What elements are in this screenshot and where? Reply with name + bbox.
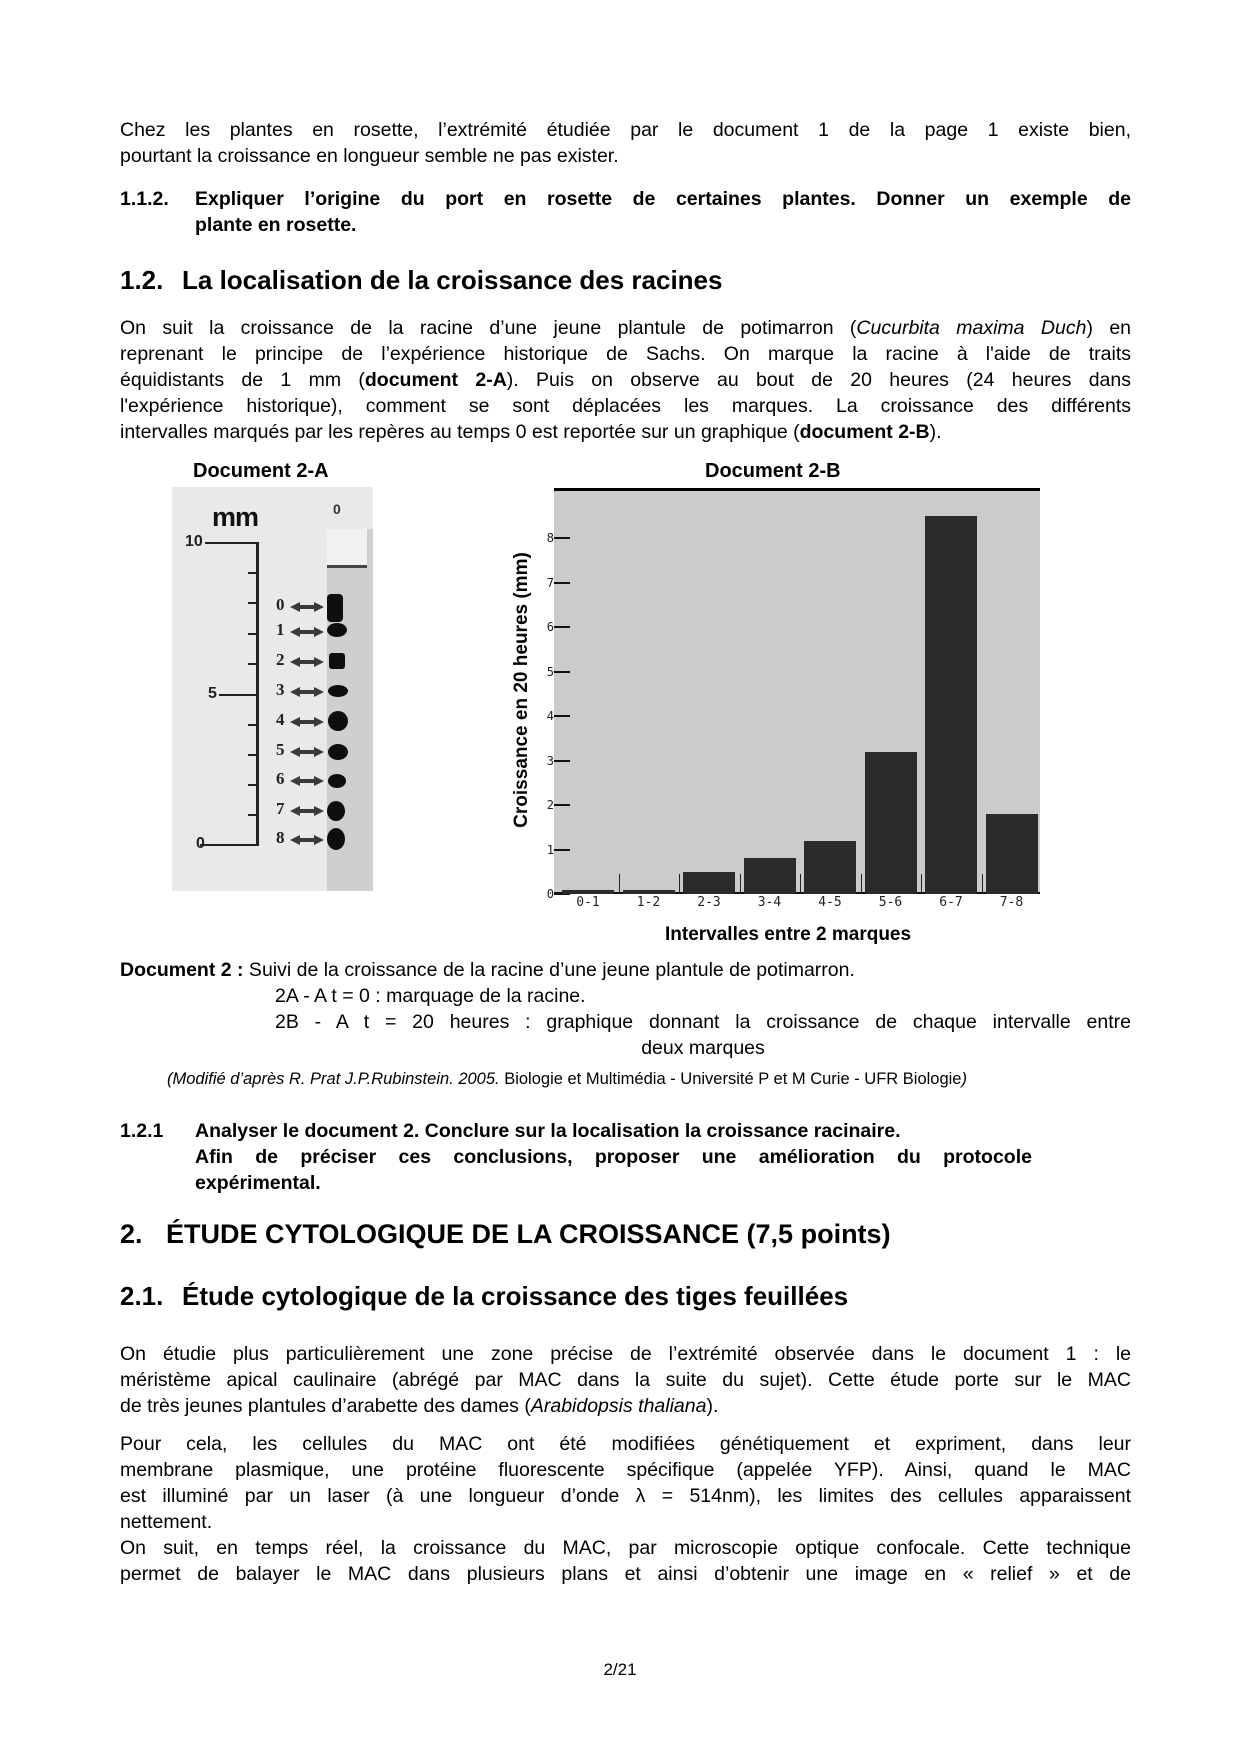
x-tick bbox=[861, 874, 862, 894]
y-tick bbox=[554, 537, 570, 539]
y-tick-label: 6 bbox=[546, 620, 554, 634]
x-tick bbox=[800, 874, 801, 894]
caption-label: Document 2 : bbox=[120, 959, 244, 981]
mark-label: 0 bbox=[276, 595, 285, 614]
question-number: 1.2.1 bbox=[120, 1120, 164, 1142]
text-line: de très jeunes plantules d’arabette des dames (Arabidopsis thaliana). bbox=[120, 1395, 719, 1417]
y-tick-label: 7 bbox=[546, 575, 554, 590]
paragraph-1-2 bbox=[120, 315, 1131, 445]
text-line: On étudie plus particulièrement une zone précise de l’extrémité observée dans le document 1 : le bbox=[120, 1343, 1131, 1365]
document-2-caption bbox=[120, 957, 1131, 983]
question-1-1-2 bbox=[120, 186, 1131, 238]
mark-label: 3 bbox=[276, 680, 285, 699]
mark-label: 8 bbox=[276, 828, 285, 847]
section-title: Étude cytologique de la croissance des tiges feuillées bbox=[182, 1281, 849, 1311]
paragraph-2-1-a bbox=[120, 1341, 1131, 1419]
section-heading-1-2 bbox=[120, 264, 722, 296]
text-line: méristème apical caulinaire (abrégé par MAC dans la suite du sujet). Cette étude porte sur le MAC bbox=[120, 1369, 1131, 1391]
mark-label: 1 bbox=[276, 620, 285, 639]
section-title: ÉTUDE CYTOLOGIQUE DE LA CROISSANCE (7,5 points) bbox=[166, 1219, 891, 1249]
section-number: 2.1. bbox=[120, 1281, 164, 1311]
mark-label: 7 bbox=[276, 799, 285, 818]
caption-2b-cont: deux marques bbox=[641, 1037, 765, 1059]
section-heading-2 bbox=[120, 1217, 891, 1251]
y-tick-label: 4 bbox=[546, 709, 554, 723]
x-tick-label: 7-8 bbox=[999, 895, 1024, 910]
text-line: pourtant la croissance en longueur semble ne pas exister. bbox=[120, 145, 619, 167]
paragraph-2-1-b bbox=[120, 1431, 1131, 1587]
y-tick bbox=[554, 715, 570, 717]
strip-top-label: 0 bbox=[333, 501, 341, 517]
x-tick bbox=[679, 874, 680, 894]
text-line: membrane plasmique, une protéine fluorescente spécifique (appelée YFP). Ainsi, quand le MAC bbox=[120, 1459, 1131, 1481]
bar-4-5 bbox=[804, 841, 856, 894]
text-line: permet de balayer le MAC dans plusieurs plans et ainsi d’obtenir une image en « relief » et de bbox=[120, 1563, 1131, 1585]
section-heading-2-1 bbox=[120, 1280, 848, 1312]
text-line: Pour cela, les cellules du MAC ont été modifiées génétiquement et expriment, dans leur bbox=[120, 1433, 1131, 1455]
intro-paragraph bbox=[120, 117, 1131, 169]
y-tick-label: 1 bbox=[546, 842, 554, 857]
y-tick bbox=[554, 582, 570, 584]
species-name: Cucurbita maxima Duch bbox=[856, 317, 1087, 339]
text-line: nettement. bbox=[120, 1511, 213, 1533]
question-line: Afin de préciser ces conclusions, proposer une amélioration du protocole bbox=[195, 1146, 1032, 1168]
question-line: Analyser le document 2. Conclure sur la localisation la croissance racinaire. bbox=[195, 1120, 901, 1142]
ruler-label: 0 bbox=[196, 835, 205, 852]
y-tick-label: 0 bbox=[546, 887, 554, 901]
y-axis-title: Croissance en 20 heures (mm) bbox=[511, 552, 532, 828]
doc-reference: document 2-A bbox=[364, 369, 507, 391]
bar-6-7 bbox=[925, 516, 977, 894]
y-tick bbox=[554, 804, 570, 806]
doc-2a-root-marking-figure bbox=[172, 487, 373, 891]
text-line: Chez les plantes en rosette, l’extrémité étudiée par le document 1 de la page 1 existe bien, bbox=[120, 119, 1131, 141]
bar-5-6 bbox=[865, 752, 917, 894]
section-number: 1.2. bbox=[120, 265, 164, 295]
text-line: On suit la croissance de la racine d’une jeune plantule de potimarron (Cucurbita maxima Duch) en bbox=[120, 317, 1132, 339]
text-line: équidistants de 1 mm (document 2-A). Puis on observe au bout de 20 heures (24 heures dans bbox=[120, 369, 1131, 391]
arrow-icons bbox=[172, 487, 373, 891]
text-line: intervalles marqués par les repères au temps 0 est reportée sur un graphique (document 2-B). bbox=[120, 421, 942, 443]
section-title: La localisation de la croissance des racines bbox=[182, 265, 723, 295]
y-tick bbox=[554, 626, 570, 628]
question-number: 1.1.2. bbox=[120, 188, 169, 210]
bar-chart bbox=[554, 488, 1040, 894]
x-tick-label: 2-3 bbox=[697, 895, 721, 910]
y-tick bbox=[554, 849, 570, 851]
x-tick-label: 3-4 bbox=[757, 895, 782, 910]
y-axis-labels bbox=[540, 488, 554, 901]
x-tick-label: 5-6 bbox=[878, 895, 903, 910]
caption-2a: 2A - A t = 0 : marquage de la racine. bbox=[275, 985, 586, 1007]
x-tick bbox=[921, 874, 922, 894]
question-line: plante en rosette. bbox=[195, 214, 357, 236]
text-line: On suit, en temps réel, la croissance du MAC, par microscopie optique confocale. Cette technique bbox=[120, 1537, 1131, 1559]
x-axis-title: Intervalles entre 2 marques bbox=[665, 924, 912, 945]
doc-2b-title: Document 2-B bbox=[705, 460, 841, 482]
caption-text: Suivi de la croissance de la racine d’une jeune plantule de potimarron. bbox=[243, 959, 855, 981]
mark-label: 2 bbox=[276, 650, 285, 669]
y-tick-label: 3 bbox=[546, 753, 554, 768]
doc-reference: document 2-B bbox=[799, 421, 930, 443]
source-citation: (Modifié d’après R. Prat J.P.Rubinstein. 2005. Biologie et Multimédia - Université P et M Curie - UFR Biologie) bbox=[167, 1070, 967, 1088]
species-name: Arabidopsis thaliana bbox=[530, 1395, 707, 1417]
mark-label: 6 bbox=[276, 769, 285, 788]
x-tick-label: 0-1 bbox=[576, 895, 600, 910]
y-tick bbox=[554, 760, 570, 762]
y-tick-label: 2 bbox=[546, 798, 554, 812]
x-tick-label: 4-5 bbox=[818, 895, 842, 910]
caption-2b: 2B - A t = 20 heures : graphique donnant la croissance de chaque intervalle entre bbox=[275, 1011, 1131, 1033]
question-line: expérimental. bbox=[195, 1172, 321, 1194]
x-tick bbox=[982, 874, 983, 894]
unit-label: mm bbox=[212, 502, 259, 532]
mark-label: 5 bbox=[276, 740, 285, 759]
x-tick bbox=[619, 874, 620, 894]
doc-2a-title: Document 2-A bbox=[193, 460, 329, 482]
y-tick-label: 5 bbox=[546, 664, 554, 679]
ruler-label: 5 bbox=[208, 685, 217, 702]
bar-0-1 bbox=[562, 890, 614, 894]
text-line: reprenant le principe de l’expérience historique de Sachs. On marque la racine à l'aide de traits bbox=[120, 343, 1131, 365]
question-1-2-1 bbox=[120, 1118, 1032, 1198]
section-number: 2. bbox=[120, 1219, 143, 1249]
x-tick-label: 6-7 bbox=[939, 895, 963, 910]
bar-2-3 bbox=[683, 872, 735, 894]
bar-7-8 bbox=[986, 814, 1038, 894]
text-line: est illuminé par un laser (à une longueur d’onde λ = 514nm), les limites des cellules apparaissent bbox=[120, 1485, 1131, 1507]
x-tick-label: 1-2 bbox=[636, 895, 661, 910]
bar-3-4 bbox=[744, 858, 796, 894]
page-number: 2/21 bbox=[603, 1660, 637, 1679]
bar-1-2 bbox=[623, 890, 675, 894]
x-tick bbox=[740, 874, 741, 894]
text-line: l'expérience historique), comment se sont déplacées les marques. La croissance des différents bbox=[120, 395, 1131, 417]
ruler-label: 10 bbox=[185, 533, 203, 550]
y-tick bbox=[554, 671, 570, 673]
y-tick-label: 8 bbox=[546, 531, 554, 545]
mark-label: 4 bbox=[276, 710, 285, 729]
question-line: Expliquer l’origine du port en rosette de certaines plantes. Donner un exemple de bbox=[195, 188, 1131, 210]
